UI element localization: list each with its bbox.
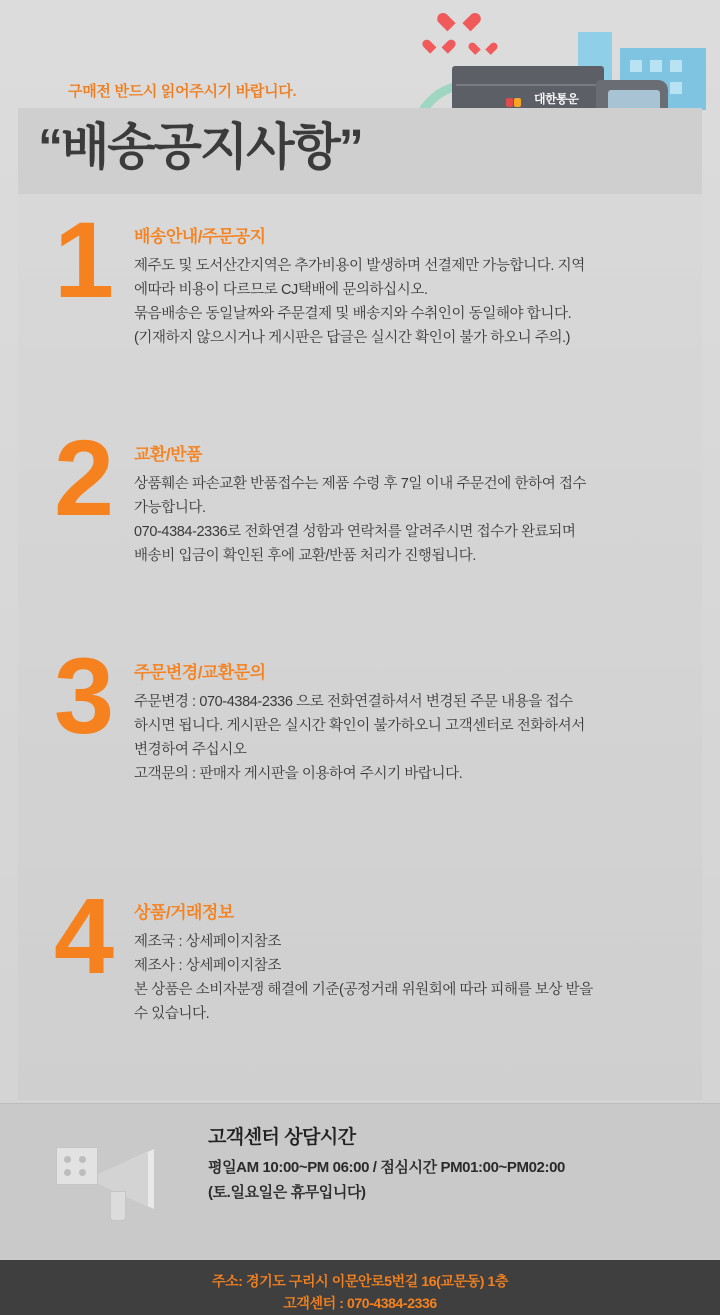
heart-icon: [430, 40, 448, 56]
section-number: 3: [53, 635, 111, 756]
page-title: “배송공지사항”: [38, 119, 362, 175]
section-order-change: [40, 635, 700, 786]
section-title: 배송안내/주문공지: [134, 227, 266, 246]
section-delivery-notice: [40, 199, 700, 350]
section-exchange-return: [40, 417, 700, 568]
customer-center-info: [208, 1122, 678, 1205]
heart-icon: [447, 14, 470, 35]
section-line: 변경하여 주십시오: [134, 742, 247, 758]
customer-center-phone: 고객센터 : 070-4384-2336: [283, 1295, 437, 1311]
section-line: 주문변경 : 070-4384-2336 으로 전화연결하셔서 변경된 주문 내용을 접수: [134, 694, 573, 710]
section-line: 하시면 됩니다. 게시판은 실시간 확인이 불가하오니 고객센터로 전화하셔서: [134, 718, 585, 734]
company-address: 주소: 경기도 구리시 이문안로5번길 16(교문동) 1층: [211, 1273, 508, 1289]
customer-center-holiday: (토.일요일은 휴무입니다): [208, 1184, 366, 1201]
address-band: [0, 1260, 720, 1315]
cj-brand-name: 대한통운: [534, 92, 579, 106]
section-line: 제조국 : 상세페이지참조: [134, 934, 281, 950]
section-line: 고객문의 : 판매자 게시판을 이용하여 주시기 바랍니다.: [134, 766, 463, 782]
section-line: 본 상품은 소비자분쟁 해결에 기준(공정거래 위원회에 따라 피해를 보상 받을: [134, 982, 593, 998]
section-body: [134, 222, 700, 350]
purchase-warning-text: 구매전 반드시 읽어주시기 바랍니다.: [68, 83, 297, 100]
section-body: [134, 658, 700, 786]
section-product-info: [40, 875, 700, 1026]
truck-box-seam: [456, 84, 600, 86]
section-number: 2: [53, 417, 111, 538]
section-line: 묶음배송은 동일날짜와 주문결제 및 배송지와 수취인이 동일해야 합니다.: [134, 306, 572, 322]
section-title: 상품/거래정보: [134, 903, 234, 922]
section-line: 제조사 : 상세페이지참조: [134, 958, 281, 974]
section-line: 상품훼손 파손교환 반품접수는 제품 수령 후 7일 이내 주문건에 한하여 접수: [134, 476, 587, 492]
section-line: 제주도 및 도서산간지역은 추가비용이 발생하며 선결제만 가능합니다. 지역: [134, 258, 585, 274]
section-line: 가능합니다.: [134, 500, 206, 516]
section-line: 배송비 입금이 확인된 후에 교환/반품 처리가 진행됩니다.: [134, 548, 476, 564]
section-number: 4: [53, 875, 111, 996]
section-line: (기재하지 않으시거나 게시판은 답글은 실시간 확인이 불가 하오니 주의.): [134, 330, 571, 346]
customer-center-hours: 평일AM 10:00~PM 06:00 / 점심시간 PM01:00~PM02:00: [208, 1159, 565, 1176]
customer-center-title: 고객센터 상담시간: [208, 1127, 356, 1148]
section-line: 070-4384-2336로 전화연결 성함과 연락처를 알려주시면 접수가 완료되며: [134, 524, 576, 540]
heart-icon: [475, 43, 490, 57]
section-title: 교환/반품: [134, 445, 202, 464]
section-title: 주문변경/교환문의: [134, 663, 266, 682]
section-line: 에따라 비용이 다르므로 CJ택배에 문의하십시오.: [134, 282, 428, 298]
section-body: [134, 440, 700, 568]
megaphone-icon: [48, 1127, 178, 1232]
section-number: 1: [53, 199, 111, 320]
section-line: 수 있습니다.: [134, 1006, 210, 1022]
section-body: [134, 898, 700, 1026]
